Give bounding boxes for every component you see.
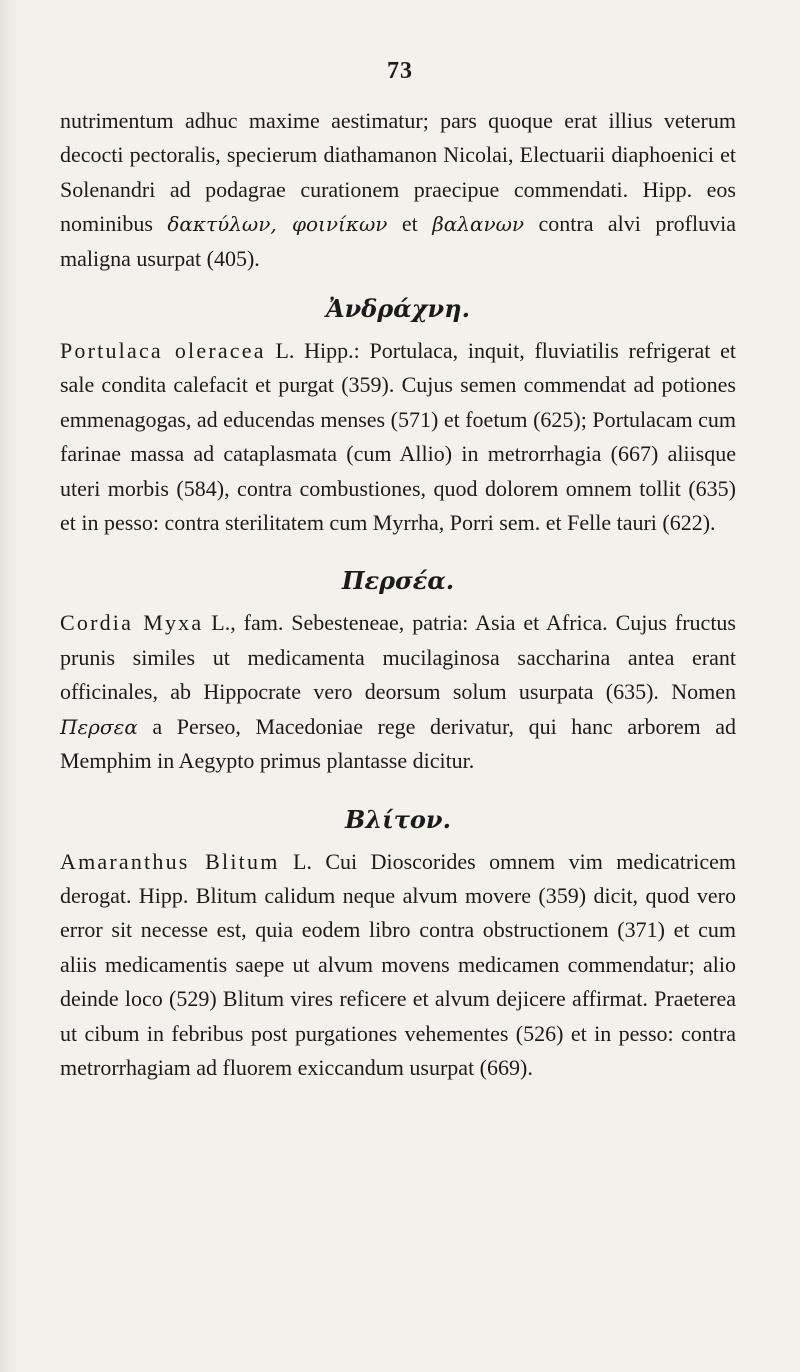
- andrachne-text: L. Hipp.: Portulaca, inquit, fluviatilis refrigerat et sale condita calefacit et purgat (359). Cujus semen commendat ad potiones emmenagogas, ad educendas menses (571) et foetum (625); Portulacam cum farinae massa ad cataplasmata (cum Allio) in metrorrhagia (667) aliisque uteri morbis (584), contra combustiones, quod dolorem omnem tollit (635) et in pesso: contra sterilitatem cum Myrrha, Porri sem. et Felle tauri (622).: [60, 338, 736, 536]
- intro-greek-term-1: δακτύλων, φοινίκων: [167, 212, 388, 237]
- intro-text-1: nutrimentum adhuc maxime aestimatur; pars quoque erat illius veterum decocti pectoralis, specierum diathamanon Nicolai, Electuarii diaphoenici et Solenandri ad podagrae curationem praecipue commendati. Hipp. eos nominibus: [60, 108, 736, 237]
- section-heading-andrachne: Ἀνδράχνη.: [326, 294, 470, 324]
- andrachne-species-name: Portulaca oleracea: [60, 338, 266, 364]
- page-edge-shadow: [0, 0, 18, 1372]
- bliton-paragraph: [60, 845, 736, 1086]
- page-text-body: [60, 104, 736, 1085]
- persea-species-name: Cordia Myxa: [60, 610, 204, 636]
- andrachne-paragraph: [60, 334, 736, 540]
- section-heading-persea: Περσέα.: [341, 566, 455, 596]
- page-number: 73: [387, 58, 413, 84]
- persea-text-1: L., fam. Sebesteneae, patria: Asia et Africa. Cujus fructus prunis similes ut medicamenta mucilaginosa saccharina antea erant officinales, ab Hippocrate vero deorsum solum usurpata (635). Nomen: [60, 610, 736, 705]
- persea-greek-term: Περσεα: [60, 714, 138, 739]
- intro-paragraph: [60, 104, 736, 276]
- intro-greek-term-2: βαλανων: [432, 212, 525, 237]
- persea-text-2: a Perseo, Macedoniae rege derivatur, qui hanc arborem ad Memphim in Aegypto primus plantasse dicitur.: [60, 713, 736, 774]
- section-heading-bliton: Βλίτον.: [345, 804, 451, 834]
- intro-text-2: et: [387, 211, 433, 237]
- persea-paragraph: [60, 606, 736, 778]
- intro-text-3: contra alvi profluvia maligna usurpat (405).: [60, 211, 736, 271]
- bliton-species-name: Amaranthus Blitum: [60, 848, 280, 874]
- bliton-text: L. Cui Dioscorides omnem vim medicatricem derogat. Hipp. Blitum calidum neque alvum movere (359) dicit, quod vero error sit necesse est, quia eodem libro contra obstructionem (371) et cum aliis medicamentis saepe ut alvum movens medicamen commendatur; alio deinde loco (529) Blitum vires reficere et alvum dejicere affirmat. Praeterea ut cibum in febribus post purgationes vehementes (526) et in pesso: contra metrorrhagiam ad fluorem exiccandum usurpat (669).: [60, 848, 736, 1080]
